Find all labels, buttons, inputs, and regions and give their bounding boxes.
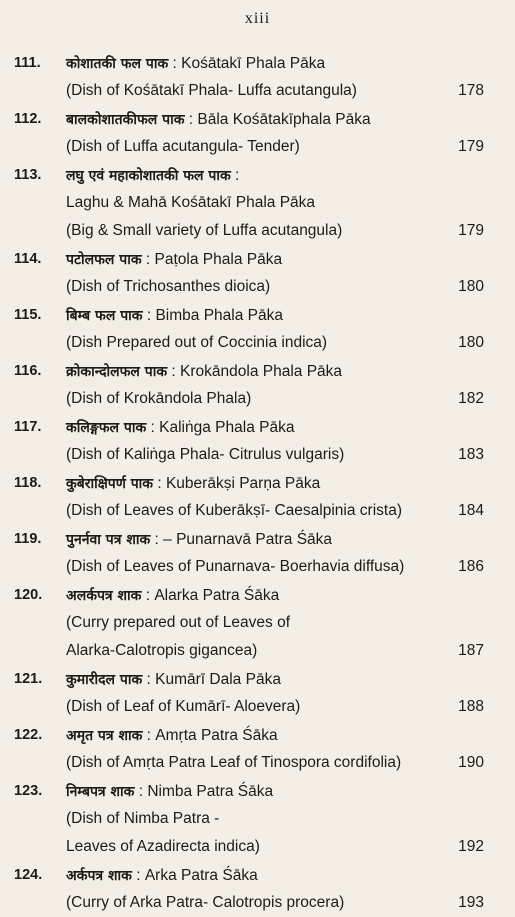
toc-entry-subline	[14, 497, 484, 525]
toc-entry-heading	[14, 49, 484, 77]
entry-description: (Dish of Kaliṅga Phala- Citrulus vulgaris)	[66, 446, 345, 463]
entry-colon: :	[184, 111, 198, 128]
entry-heading-text	[66, 301, 283, 330]
entry-heading-text	[66, 469, 320, 498]
entry-heading-text	[66, 525, 332, 554]
entry-colon: :	[142, 727, 156, 744]
entry-number: 119.	[14, 531, 42, 547]
toc-entry-subline	[14, 217, 484, 245]
entry-roman-title: Amṛta Patra Śāka	[155, 727, 278, 744]
entry-description: (Dish of Nimba Patra -	[66, 810, 220, 827]
entry-description: (Dish of Trichosanthes dioica)	[66, 278, 271, 295]
entry-roman-title: Paṭola Phala Pāka	[154, 251, 283, 268]
entry-number: 124.	[14, 867, 43, 883]
entry-heading-text	[66, 161, 239, 190]
toc-entry-subline	[14, 609, 484, 637]
entry-heading-text	[66, 777, 273, 806]
toc-entry-heading	[14, 469, 484, 497]
toc-entry-heading	[14, 161, 484, 189]
toc-entry	[14, 581, 484, 665]
entry-hindi-title: अलर्कपत्र शाक	[66, 588, 142, 604]
entry-page-number: 192	[458, 838, 484, 855]
entry-colon: :	[141, 251, 155, 268]
toc-entry-subline	[14, 833, 484, 861]
toc-entry-heading	[14, 413, 484, 441]
entry-number: 115.	[14, 307, 42, 323]
entry-page-number: 193	[458, 894, 484, 911]
toc-entry-heading	[14, 357, 484, 385]
entry-colon: :	[230, 167, 240, 184]
toc-entry-subline	[14, 637, 484, 665]
toc-entry-subline	[14, 77, 484, 105]
entry-number: 120.	[14, 587, 43, 603]
entry-number: 116.	[14, 363, 42, 379]
toc-entry-heading	[14, 525, 484, 553]
entry-heading-text	[66, 105, 371, 134]
entry-number: 121.	[14, 671, 43, 687]
entry-roman-title: Kumārī Dala Pāka	[155, 671, 281, 688]
page-number: xiii	[244, 10, 271, 27]
entry-hindi-title: लघु एवं महाकोशातकी फल पाक	[66, 168, 231, 184]
entry-page-number: 183	[458, 446, 484, 463]
entry-hindi-title: निम्बपत्र शाक	[66, 784, 135, 800]
entry-colon: :	[142, 671, 156, 688]
entry-description: (Dish of Leaves of Punarnava- Boerhavia diffusa)	[66, 558, 405, 575]
entry-number: 113.	[14, 167, 42, 183]
entry-hindi-title: क्रोकान्दोलफल पाक	[66, 364, 168, 380]
entry-heading-text	[66, 245, 282, 274]
entry-description: (Dish of Kośātakī Phala- Luffa acutangula)	[66, 82, 357, 99]
entry-roman-title: Bimba Phala Pāka	[155, 307, 283, 324]
toc-entry	[14, 721, 484, 777]
entry-hindi-title: कलिङ्गफल पाक	[66, 420, 147, 436]
entry-number: 122.	[14, 727, 43, 743]
entry-description: (Big & Small variety of Luffa acutangula)	[66, 222, 343, 239]
entry-page-number: 180	[458, 334, 484, 351]
toc-entry	[14, 469, 484, 525]
toc-entry-subline	[14, 189, 484, 217]
toc-entry	[14, 301, 484, 357]
entry-number: 112.	[14, 111, 42, 127]
toc-entry	[14, 357, 484, 413]
entry-number: 118.	[14, 475, 42, 491]
toc-entry	[14, 777, 484, 861]
toc-entry-heading	[14, 245, 484, 273]
toc-entry-subline	[14, 441, 484, 469]
entry-roman-title: Bāla Kośātakīphala Pāka	[197, 111, 371, 128]
toc-entry-subline	[14, 889, 484, 917]
entry-page-number: 179	[458, 222, 484, 239]
toc-entry	[14, 105, 484, 161]
entry-colon: :	[167, 363, 181, 380]
entry-hindi-title: अर्कपत्र शाक	[66, 868, 132, 884]
toc-entry	[14, 413, 484, 469]
entry-colon: :	[150, 531, 164, 548]
toc-entry	[14, 49, 484, 105]
entry-description: (Curry prepared out of Leaves of	[66, 614, 291, 631]
entry-roman-title: Alarka Patra Śāka	[154, 587, 280, 604]
entry-page-number: 190	[458, 754, 484, 771]
toc-entry	[14, 245, 484, 301]
entry-description: (Dish of Leaves of Kuberākṣī- Caesalpinia crista)	[66, 502, 402, 519]
entry-number: 114.	[14, 251, 42, 267]
entry-roman-title: Kośātakī Phala Pāka	[181, 55, 326, 72]
toc-entry-subline	[14, 385, 484, 413]
entry-colon: :	[168, 55, 182, 72]
toc-entry-subline	[14, 329, 484, 357]
entry-colon: :	[141, 587, 155, 604]
entry-page-number: 179	[458, 138, 484, 155]
entry-colon: :	[142, 307, 156, 324]
entry-colon: :	[131, 867, 145, 884]
entry-description: (Dish Prepared out of Coccinia indica)	[66, 334, 328, 351]
entry-hindi-title: बालकोशातकीफल पाक	[66, 112, 185, 128]
entry-hindi-title: पुनर्नवा पत्र शाक	[66, 532, 151, 548]
entry-hindi-title: अमृत पत्र शाक	[66, 728, 143, 744]
entry-hindi-title: कोशातकी फल पाक	[66, 56, 169, 72]
entry-page-number: 188	[458, 698, 484, 715]
entry-hindi-title: बिम्ब फल पाक	[66, 308, 143, 324]
entry-page-number: 182	[458, 390, 484, 407]
entry-heading-text	[66, 861, 258, 890]
toc-entry-heading	[14, 721, 484, 749]
entry-roman-title: Kuberākṣi Parṇa Pāka	[165, 475, 321, 492]
entry-hindi-title: कुबेराक्षिपर्ण पाक	[66, 476, 154, 492]
toc-entry	[14, 861, 484, 917]
entry-heading-text	[66, 665, 281, 694]
toc-entry-subline	[14, 805, 484, 833]
entry-description: (Dish of Leaf of Kumārī- Aloevera)	[66, 698, 301, 715]
entry-heading-text	[66, 413, 294, 442]
entry-roman-title: – Punarnavā Patra Śāka	[163, 531, 333, 548]
toc-entry-heading	[14, 777, 484, 805]
entry-colon: :	[153, 475, 166, 492]
toc-entry-subline	[14, 133, 484, 161]
entry-page-number: 178	[458, 82, 484, 99]
entry-description: Leaves of Azadirecta indica)	[66, 838, 260, 855]
entry-description: (Dish of Krokāndola Phala)	[66, 390, 252, 407]
toc-entry-subline	[14, 749, 484, 777]
entry-number: 117.	[14, 419, 42, 435]
entry-description: (Dish of Amṛta Patra Leaf of Tinospora cordifolia)	[66, 754, 402, 771]
entry-description: Laghu & Mahā Kośātakī Phala Pāka	[66, 194, 316, 211]
entry-roman-title: Kaliṅga Phala Pāka	[159, 419, 295, 436]
entry-heading-text	[66, 721, 278, 750]
entry-page-number: 184	[458, 502, 484, 519]
entry-heading-text	[66, 49, 325, 78]
table-of-contents	[14, 49, 484, 917]
toc-entry-heading	[14, 861, 484, 889]
entry-roman-title: Arka Patra Śāka	[144, 867, 258, 884]
toc-entry	[14, 665, 484, 721]
entry-hindi-title: कुमारीदल पाक	[66, 672, 143, 688]
toc-entry-heading	[14, 105, 484, 133]
entry-roman-title: Nimba Patra Śāka	[147, 783, 274, 800]
toc-entry-subline	[14, 693, 484, 721]
toc-entry-heading	[14, 301, 484, 329]
entry-description: (Dish of Luffa acutangula- Tender)	[66, 138, 300, 155]
toc-entry-subline	[14, 553, 484, 581]
entry-description: Alarka-Calotropis gigancea)	[66, 642, 258, 659]
entry-page-number: 186	[458, 558, 484, 575]
entry-number: 111.	[14, 55, 41, 71]
toc-entry	[14, 525, 484, 581]
entry-number: 123.	[14, 783, 43, 799]
entry-hindi-title: पटोलफल पाक	[66, 252, 142, 268]
entry-colon: :	[134, 783, 148, 800]
entry-heading-text	[66, 357, 342, 386]
entry-roman-title: Krokāndola Phala Pāka	[180, 363, 343, 380]
toc-entry-subline	[14, 273, 484, 301]
entry-heading-text	[66, 581, 279, 610]
entry-page-number: 187	[458, 642, 484, 659]
toc-entry-heading	[14, 665, 484, 693]
entry-page-number: 180	[458, 278, 484, 295]
toc-entry	[14, 161, 484, 245]
entry-description: (Curry of Arka Patra- Calotropis procera)	[66, 894, 345, 911]
entry-colon: :	[146, 419, 160, 436]
toc-entry-heading	[14, 581, 484, 609]
